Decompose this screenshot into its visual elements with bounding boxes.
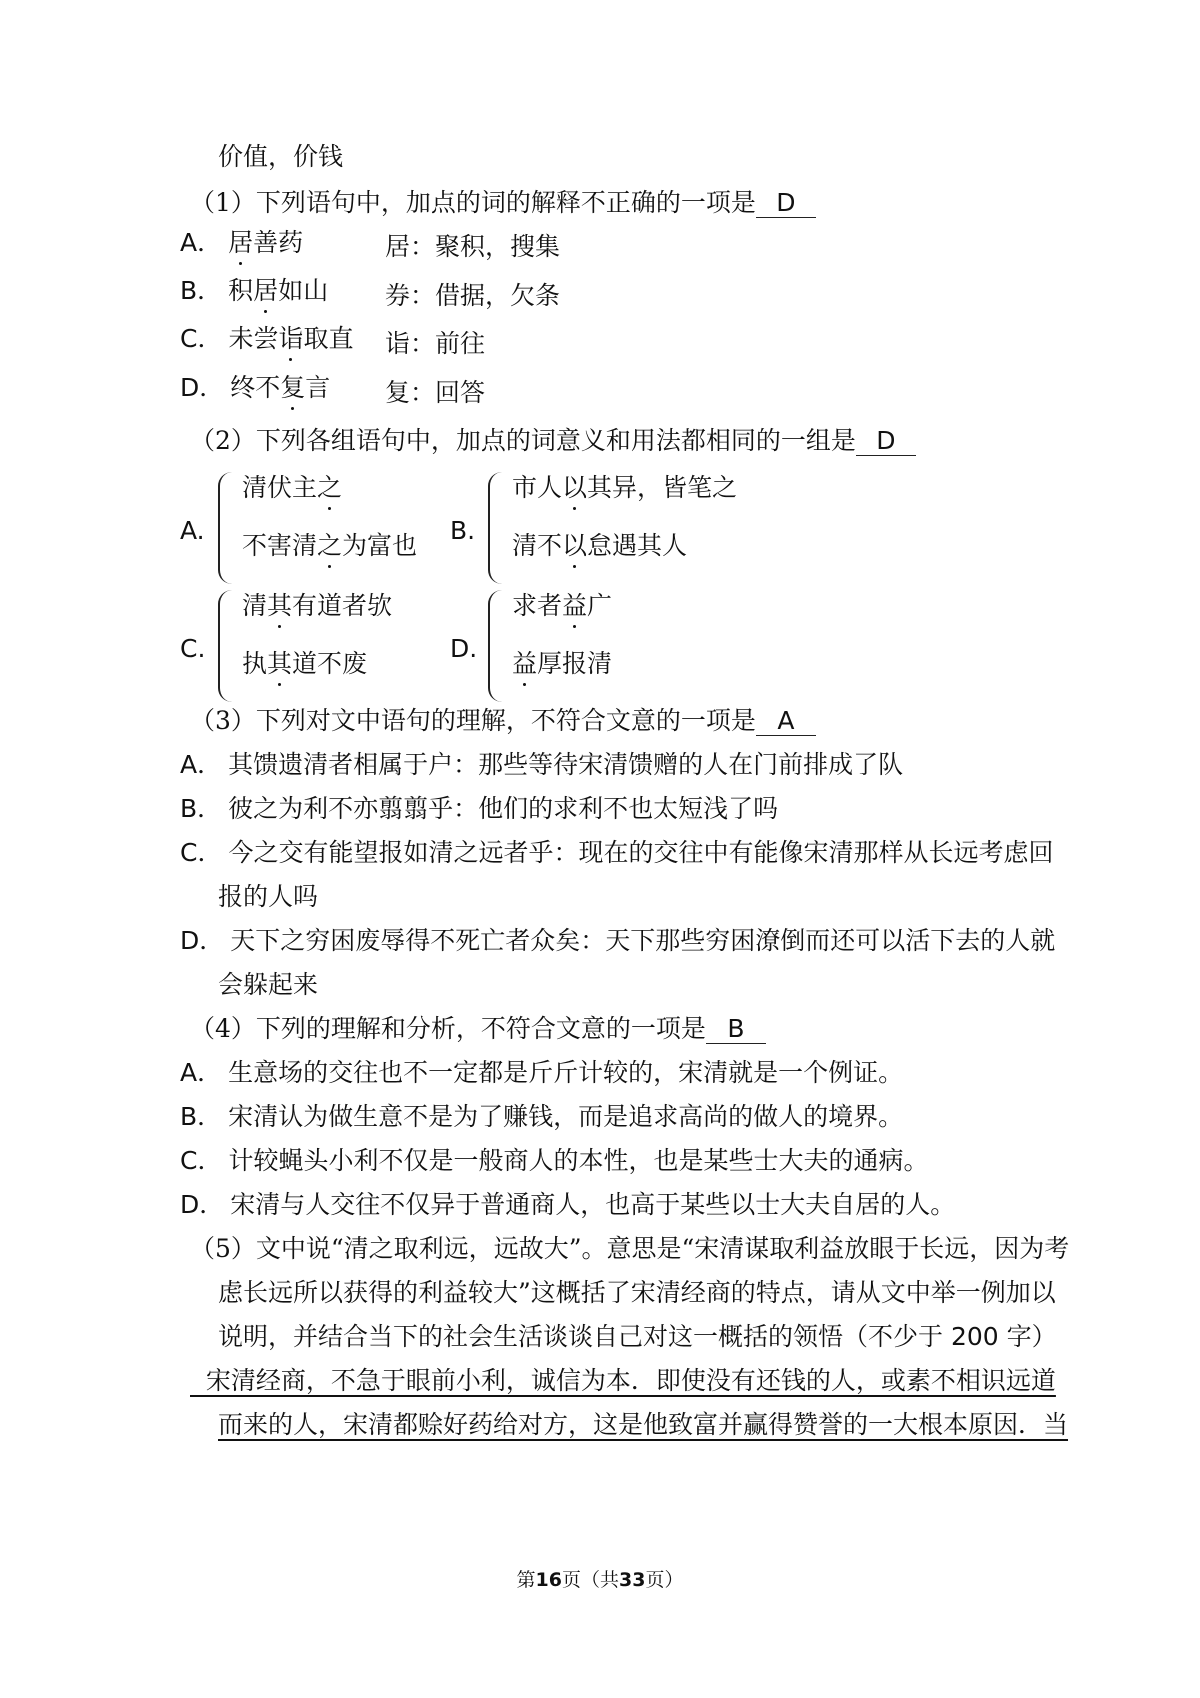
group-marker: D. <box>450 634 478 663</box>
q4-stem-text: （4）下列的理解和分析，不符合文意的一项是 <box>190 1014 706 1043</box>
group-line-2: 清不以怠遇其人 <box>512 531 688 560</box>
total-pages: 33 <box>619 1569 646 1591</box>
word-count: 200 <box>950 1322 999 1351</box>
dotted-word: 其 <box>267 649 293 678</box>
footer-text: 第 <box>516 1569 536 1591</box>
q5-line-1: （5）文中说“清之取利远，远故大”。意思是“宋清谋取利益放眼于长远，因为考 <box>190 1234 1070 1263</box>
option-text: 言 <box>305 373 331 402</box>
option-text: 如山 <box>278 276 329 305</box>
option-text: 计较蝇头小利不仅是一般商人的本性，也是某些士大夫的通病。 <box>228 1146 929 1175</box>
q1-option-d <box>180 371 330 405</box>
q3-option-b <box>180 792 778 826</box>
group-line-2: 不害清之为富也 <box>242 531 418 560</box>
group-line-1: 清其有道者欤 <box>242 591 393 620</box>
dotted-word: 之 <box>317 473 343 502</box>
option-marker: C． <box>180 838 223 867</box>
dotted-word: 之 <box>317 531 343 560</box>
q3-option-c <box>180 836 1053 870</box>
dotted-word: 其 <box>267 591 293 620</box>
brace-icon <box>218 590 236 702</box>
option-text: 未尝 <box>228 324 279 353</box>
option-marker: C． <box>180 324 223 353</box>
dotted-word: 益 <box>512 649 538 678</box>
dotted-word: 诣 <box>278 324 304 353</box>
q3-option-d-cont: 会躲起来 <box>218 970 319 999</box>
q1-option-b <box>180 274 328 308</box>
q2-stem-text: （2）下列各组语句中，加点的词意义和用法都相同的一组是 <box>190 426 856 455</box>
page-number: 16 <box>535 1569 562 1591</box>
q4-stem <box>190 1012 766 1046</box>
group-line-2: 执其道不废 <box>242 649 368 678</box>
q4-option-c <box>180 1144 928 1178</box>
brace-icon <box>488 472 506 584</box>
option-marker: B． <box>180 794 223 823</box>
q1-gloss-b: 券：借据，欠条 <box>385 281 561 310</box>
footer-text: 页（共 <box>561 1569 619 1591</box>
q1-stem-text: （1）下列语句中，加点的词的解释不正确的一项是 <box>190 188 756 217</box>
q1-gloss-a: 居：聚积，搜集 <box>385 232 561 261</box>
option-text: 积 <box>228 276 254 305</box>
group-line-1: 市人以其异，皆笔之 <box>512 473 738 502</box>
dotted-word: 以 <box>562 473 588 502</box>
dotted-word: 居 <box>228 228 254 257</box>
q3-stem-text: （3）下列对文中语句的理解，不符合文意的一项是 <box>190 706 756 735</box>
option-text: 生意场的交往也不一定都是斤斤计较的，宋清就是一个例证。 <box>228 1058 904 1087</box>
option-marker: A． <box>180 1058 223 1087</box>
q1-option-c <box>180 322 354 356</box>
q1-option-a <box>180 226 303 260</box>
q5-line-3-end: 字） <box>998 1322 1057 1351</box>
q5-line-2: 虑长远所以获得的利益较大”这概括了宋清经商的特点，请从文中举一例加以 <box>218 1278 1056 1307</box>
dotted-word: 复 <box>280 373 306 402</box>
q5-answer-line-1: 宋清经商，不急于眼前小利，诚信为本．即使没有还钱的人，或素不相识远道 <box>190 1366 1056 1395</box>
option-text: 天下之穷困废辱得不死亡者众矣：天下那些穷困潦倒而还可以活下去的人就 <box>230 926 1056 955</box>
q5-answer-line-2: 而来的人，宋清都赊好药给对方，这是他致富并赢得赞誉的一大根本原因．当 <box>218 1410 1069 1439</box>
q3-option-d <box>180 924 1055 958</box>
q4-option-d <box>180 1188 955 1222</box>
brace-icon <box>218 472 236 584</box>
q5-line-3-text: 说明，并结合当下的社会生活谈谈自己对这一概括的领悟（不少于 <box>218 1322 951 1351</box>
q3-answer: A <box>756 707 816 736</box>
option-marker: D． <box>180 1190 225 1219</box>
dotted-word: 益 <box>562 591 588 620</box>
option-marker: D． <box>180 373 225 402</box>
option-text: 善药 <box>253 228 304 257</box>
footer-text: 页） <box>645 1569 684 1591</box>
option-marker: B． <box>180 1102 223 1131</box>
group-line-1: 清伏主之 <box>242 473 343 502</box>
dotted-word: 以 <box>562 531 588 560</box>
q2-stem <box>190 424 916 458</box>
group-marker: A. <box>180 516 205 545</box>
q4-option-b <box>180 1100 903 1134</box>
top-line: 价值，价钱 <box>218 142 344 171</box>
page-footer <box>0 1568 1200 1592</box>
option-text: 今之交有能望报如清之远者乎：现在的交往中有能像宋清那样从长远考虑回 <box>228 838 1054 867</box>
q3-stem <box>190 704 816 738</box>
option-marker: B． <box>180 276 223 305</box>
q3-option-c-cont: 报的人吗 <box>218 882 319 911</box>
option-text: 彼之为利不亦翦翦乎：他们的求利不也太短浅了吗 <box>228 794 779 823</box>
group-marker: C. <box>180 634 206 663</box>
group-line-2: 益厚报清 <box>512 649 613 678</box>
q5-line-3 <box>218 1320 1057 1354</box>
brace-icon <box>488 590 506 702</box>
option-marker: A． <box>180 750 223 779</box>
q2-answer: D <box>856 427 916 456</box>
q4-answer: B <box>706 1015 766 1044</box>
option-text: 宋清认为做生意不是为了赚钱，而是追求高尚的做人的境界。 <box>228 1102 904 1131</box>
group-marker: B. <box>450 516 476 545</box>
q3-option-a <box>180 748 903 782</box>
q4-option-a <box>180 1056 903 1090</box>
q1-gloss-c: 诣：前往 <box>385 329 486 358</box>
option-text: 宋清与人交往不仅异于普通商人，也高于某些以士大夫自居的人。 <box>230 1190 956 1219</box>
q1-answer: D <box>756 189 816 218</box>
option-marker: A． <box>180 228 223 257</box>
option-text: 取直 <box>303 324 354 353</box>
option-text: 终不 <box>230 373 281 402</box>
option-text: 其馈遗清者相属于户：那些等待宋清馈赠的人在门前排成了队 <box>228 750 904 779</box>
option-marker: D． <box>180 926 225 955</box>
group-line-1: 求者益广 <box>512 591 613 620</box>
dotted-word: 居 <box>253 276 279 305</box>
q1-stem <box>190 186 816 220</box>
option-marker: C． <box>180 1146 223 1175</box>
q1-gloss-d: 复：回答 <box>385 378 486 407</box>
